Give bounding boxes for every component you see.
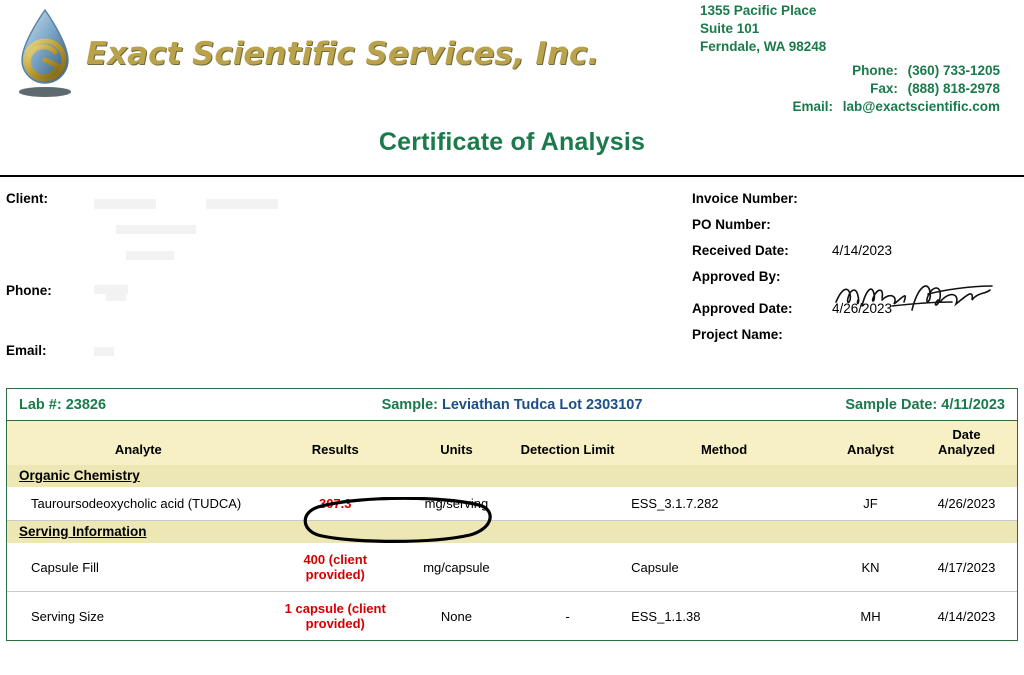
cell-analyte: Serving Size — [31, 608, 104, 624]
fax-value: (888) 818-2978 — [907, 81, 1000, 96]
client-value-redacted-4 — [126, 251, 174, 260]
client-email-label: Email: — [6, 343, 47, 358]
cell-units: mg/capsule — [401, 543, 512, 592]
section-header-row — [7, 521, 1017, 544]
section-title: Organic Chemistry — [19, 468, 140, 483]
info-row-phone — [6, 283, 646, 343]
client-value-redacted-3 — [116, 225, 196, 234]
client-value-redacted-2 — [206, 199, 278, 209]
sample-name — [295, 397, 729, 413]
info-row-received-date — [692, 243, 1022, 269]
company-name: Exact Scientific Services, Inc. — [86, 36, 600, 72]
page-title: Certificate of Analysis — [378, 128, 646, 156]
cell-method: ESS_1.1.38 — [631, 608, 701, 624]
cell-analyte: Tauroursodeoxycholic acid (TUDCA) — [7, 487, 270, 521]
cell-units: mg/serving — [401, 487, 512, 521]
client-info-block — [6, 191, 646, 369]
table-row — [7, 592, 1017, 641]
cell-result: 307.3 — [270, 487, 401, 521]
sample-label: Sample: — [381, 396, 438, 413]
cell-date-analyzed: 4/17/2023 — [916, 543, 1017, 592]
cell-analyst: MH — [860, 608, 881, 624]
section-title: Serving Information — [19, 524, 147, 539]
client-email-redacted — [94, 347, 114, 356]
company-logo — [14, 6, 599, 102]
cell-units: None — [440, 608, 472, 624]
client-value-redacted — [94, 199, 156, 209]
cell-detection-limit: - — [565, 608, 570, 624]
info-row-approved-by — [692, 269, 1022, 301]
invoice-number-label: Invoice Number: — [692, 191, 798, 206]
section-title-cell — [7, 465, 1017, 487]
cell-date-analyzed: 4/14/2023 — [937, 608, 996, 624]
approved-date-label: Approved Date: — [692, 301, 793, 316]
col-results: Results — [270, 421, 401, 465]
results-table-container — [6, 388, 1018, 641]
col-analyst: Analyst — [825, 421, 916, 465]
contact-fax — [600, 80, 1000, 98]
cell-analyst: KN — [825, 543, 916, 592]
sample-summary-bar — [7, 389, 1017, 421]
section-title-cell — [7, 521, 1017, 544]
info-row-invoice-number — [692, 191, 1022, 217]
email-label: Email: — [792, 99, 833, 114]
cell-result: 1 capsule (client provided) — [284, 601, 386, 631]
info-row-approved-date — [692, 301, 1022, 327]
table-row — [7, 487, 1017, 521]
order-info-block — [692, 191, 1022, 353]
project-name-label: Project Name: — [692, 327, 783, 342]
results-table — [7, 421, 1017, 640]
section-header-row — [7, 465, 1017, 487]
document-header — [0, 0, 1024, 118]
info-section — [0, 177, 1024, 357]
col-detection-limit: Detection Limit — [512, 421, 623, 465]
cell-result: 400 (client provided) — [270, 543, 401, 592]
sample-date — [729, 397, 1005, 413]
cell-detection-limit — [512, 487, 623, 521]
table-row — [7, 543, 1017, 592]
address-line-1: 1355 Pacific Place — [700, 3, 817, 18]
approved-date-value: 4/26/2023 — [832, 301, 893, 316]
contact-phone — [600, 62, 1000, 80]
phone-value: (360) 733-1205 — [907, 63, 1000, 78]
contact-email — [600, 98, 1000, 116]
received-date-label: Received Date: — [692, 243, 789, 258]
lab-number — [19, 397, 295, 413]
client-phone-label: Phone: — [6, 283, 52, 298]
results-table-body — [7, 465, 1017, 640]
col-date-analyzed: Date Analyzed — [916, 421, 1017, 465]
phone-label: Phone: — [852, 63, 898, 78]
po-number-label: PO Number: — [692, 217, 771, 232]
received-date-value: 4/14/2023 — [832, 243, 893, 258]
company-address — [700, 2, 826, 56]
sample-value: Leviathan Tudca Lot 2303107 — [442, 396, 643, 413]
col-method: Method — [623, 421, 825, 465]
results-table-head — [7, 421, 1017, 465]
email-value: lab@exactscientific.com — [842, 99, 1000, 114]
address-line-2: Suite 101 — [700, 21, 760, 36]
address-line-3: Ferndale, WA 98248 — [700, 39, 827, 54]
cell-analyst: JF — [825, 487, 916, 521]
sample-date-value: 4/11/2023 — [941, 396, 1005, 413]
lab-number-value: 23826 — [65, 396, 107, 413]
info-row-client — [6, 191, 646, 283]
results-header-row — [7, 421, 1017, 465]
fax-label: Fax: — [870, 81, 898, 96]
company-contact — [600, 62, 1000, 116]
col-analyte: Analyte — [7, 421, 270, 465]
approved-by-label: Approved By: — [692, 269, 781, 284]
logo-droplet-icon — [14, 6, 76, 102]
col-units: Units — [401, 421, 512, 465]
sample-date-label: Sample Date: — [845, 396, 938, 413]
client-label: Client: — [6, 191, 48, 206]
cell-method: ESS_3.1.7.282 — [623, 487, 825, 521]
lab-number-label: Lab #: — [19, 396, 62, 413]
cell-analyte: Capsule Fill — [7, 543, 270, 592]
cell-detection-limit — [512, 543, 623, 592]
info-row-project-name — [692, 327, 1022, 353]
cell-method: Capsule — [623, 543, 825, 592]
client-phone-redacted-2 — [106, 293, 126, 301]
cell-date-analyzed: 4/26/2023 — [916, 487, 1017, 521]
info-row-po-number — [692, 217, 1022, 243]
info-row-email — [6, 343, 646, 369]
